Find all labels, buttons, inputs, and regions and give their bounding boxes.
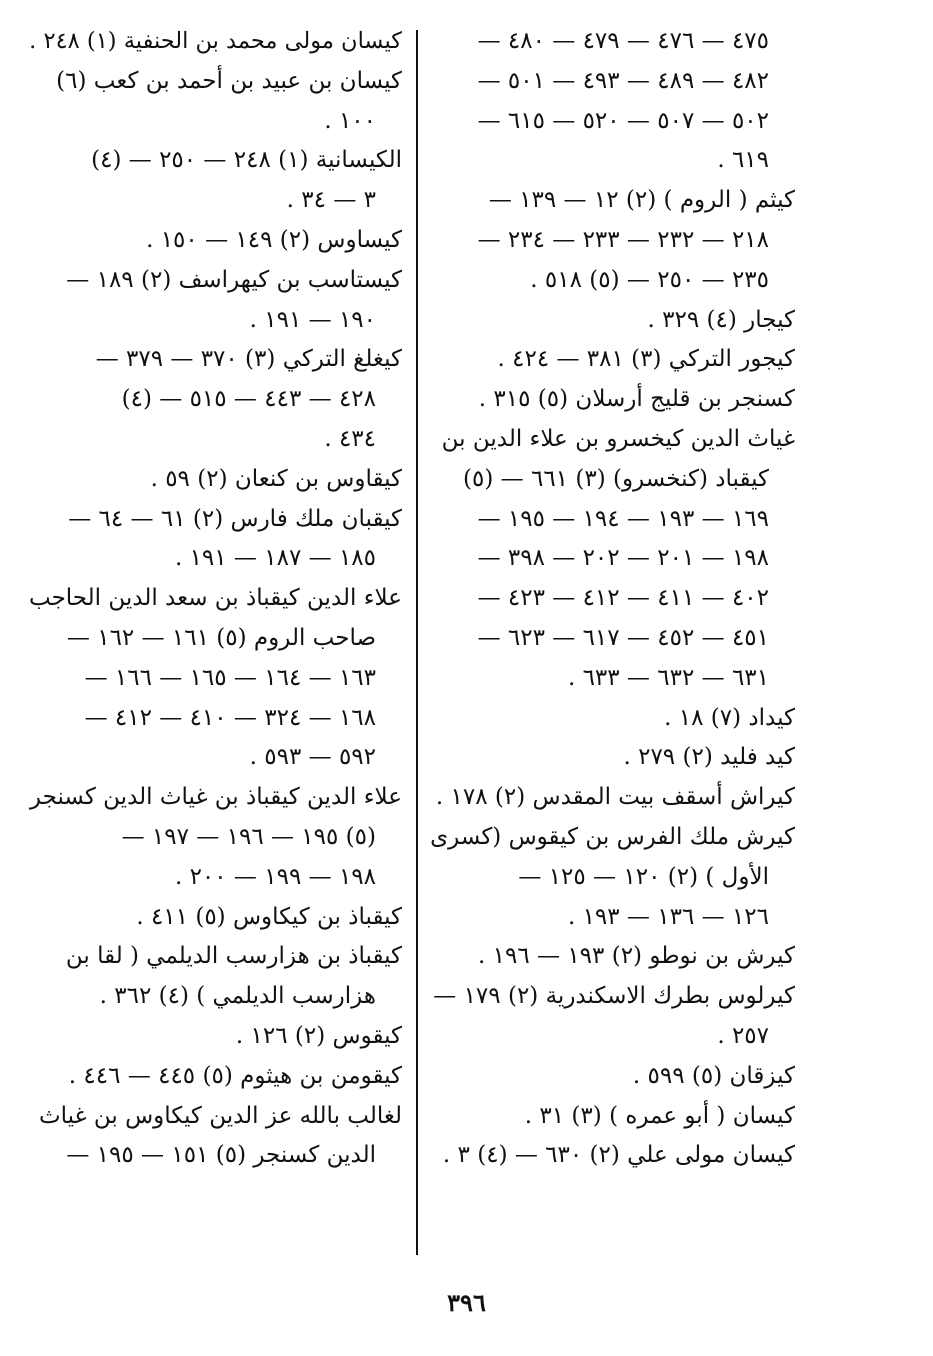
index-line: ٤٨٢ — ٤٨٩ — ٤٩٣ — ٥٠١ — xyxy=(477,67,769,94)
index-line: ٤٥١ — ٤٥٢ — ٦١٧ — ٦٢٣ — xyxy=(477,624,769,651)
page-number: ٣٩٦ xyxy=(447,1288,486,1317)
index-line: ١٦٣ — ١٦٤ — ١٦٥ — ١٦٦ — xyxy=(84,664,376,691)
index-line: كيراش أسقف بيت المقدس (٢) ١٧٨ . xyxy=(435,784,795,811)
index-line: ٣ — ٣٤ . xyxy=(286,187,376,214)
index-line: كيستاسب بن كيهراسف (٢) ١٨٩ — xyxy=(66,266,402,293)
index-line: (٥) ١٩٥ — ١٩٦ — ١٩٧ — xyxy=(121,823,376,850)
index-line: الدين كسنجر (٥) ١٥١ — ١٩٥ — xyxy=(66,1142,376,1169)
index-line: ١٩٠ — ١٩١ . xyxy=(249,306,376,333)
index-line: ١٨٥ — ١٨٧ — ١٩١ . xyxy=(174,545,376,572)
index-line: ٦١٩ . xyxy=(717,147,769,174)
index-line: كيرلوس بطرك الاسكندرية (٢) ١٧٩ — xyxy=(433,983,795,1010)
index-line: ١٠٠ . xyxy=(324,107,376,134)
index-line: كيقباذ بن هزارسب الديلمي ( لقا بن xyxy=(65,943,402,970)
index-line: كيد فليد (٢) ٢٧٩ . xyxy=(623,744,795,771)
index-line: ٥٠٢ — ٥٠٧ — ٥٢٠ — ٦١٥ — xyxy=(477,107,769,134)
column-divider xyxy=(416,30,418,1255)
left-column xyxy=(28,22,402,1176)
index-line: كيقوس (٢) ١٢٦ . xyxy=(235,1022,402,1049)
index-line: ٦٣١ — ٦٣٢ — ٦٣٣ . xyxy=(567,664,769,691)
index-line: كيجور التركي (٣) ٣٨١ — ٤٢٤ . xyxy=(497,346,795,373)
index-line: كيزقان (٥) ٥٩٩ . xyxy=(632,1062,795,1089)
index-line: كيقومن بن هيثوم (٥) ٤٤٥ — ٤٤٦ . xyxy=(68,1062,402,1089)
index-line: كيسان مولى علي (٢) ٦٣٠ — (٤) ٣ . xyxy=(442,1142,795,1169)
index-line: كيغلغ التركي (٣) ٣٧٠ — ٣٧٩ — xyxy=(95,346,402,373)
index-line: كيرش بن نوطو (٢) ١٩٣ — ١٩٦ . xyxy=(478,943,795,970)
index-line: غياث الدين كيخسرو بن علاء الدين بن xyxy=(441,425,795,452)
index-line: الأول ) (٢) ١٢٠ — ١٢٥ — xyxy=(518,863,769,890)
index-line: ١٩٨ — ١٩٩ — ٢٠٠ . xyxy=(174,863,376,890)
index-line: هزارسب الديلمي ) (٤) ٣٦٢ . xyxy=(99,983,376,1010)
index-line: ١٦٩ — ١٩٣ — ١٩٤ — ١٩٥ — xyxy=(477,505,769,532)
index-line: ٤٠٢ — ٤١١ — ٤١٢ — ٤٢٣ — xyxy=(477,585,769,612)
index-line: ١٩٨ — ٢٠١ — ٢٠٢ — ٣٩٨ — xyxy=(477,545,769,572)
index-line: كيسان مولى محمد بن الحنفية (١) ٢٤٨ . xyxy=(29,28,402,54)
index-line: كيداد (٧) ١٨ . xyxy=(664,704,795,731)
index-line: كيسان ( أبو عمره ) (٣) ٣١ . xyxy=(524,1102,795,1129)
right-column xyxy=(430,22,795,1176)
index-line: ١٦٨ — ٣٢٤ — ٤١٠ — ٤١٢ — xyxy=(84,704,376,731)
index-line: كيقباد (كنخسرو) (٣) ٦٦١ — (٥) xyxy=(463,465,769,492)
index-line: كيسان بن عبيد بن أحمد بن كعب (٦) xyxy=(56,67,402,94)
index-line: ٢٥٧ . xyxy=(717,1022,769,1049)
index-line: كيقبان ملك فارس (٢) ٦١ — ٦٤ — xyxy=(68,505,402,532)
index-line: صاحب الروم (٥) ١٦١ — ١٦٢ — xyxy=(66,624,376,651)
index-line: كيثم ( الروم ) (٢) ١٢ — ١٣٩ — xyxy=(488,187,795,214)
index-line: ٢٣٥ — ٢٥٠ — (٥) ٥١٨ . xyxy=(530,266,769,293)
index-line: ٢١٨ — ٢٣٢ — ٢٣٣ — ٢٣٤ — xyxy=(477,226,769,253)
index-line: لغالب بالله عز الدين كيكاوس بن غياث xyxy=(38,1102,402,1129)
index-line: كيساوس (٢) ١٤٩ — ١٥٠ . xyxy=(146,226,402,253)
index-line: ٥٩٢ — ٥٩٣ . xyxy=(249,744,376,771)
index-line: ٤٣٤ . xyxy=(324,425,376,452)
index-line: كيرش ملك الفرس بن كيقوس (كسرى xyxy=(430,823,795,850)
index-line: ٤٢٨ — ٤٤٣ — ٥١٥ — (٤) xyxy=(121,386,376,413)
index-line: كيجار (٤) ٣٢٩ . xyxy=(647,306,795,333)
index-line: كيقاوس بن كنعان (٢) ٥٩ . xyxy=(150,465,402,492)
index-line: ١٢٦ — ١٣٦ — ١٩٣ . xyxy=(567,903,769,930)
index-line: علاء الدين كيقباذ بن سعد الدين الحاجب xyxy=(28,585,402,612)
index-line: كسنجر بن قليج أرسلان (٥) ٣١٥ . xyxy=(478,386,795,413)
index-line: الكيسانية (١) ٢٤٨ — ٢٥٠ — (٤) xyxy=(91,147,402,174)
index-line: كيقباذ بن كيكاوس (٥) ٤١١ . xyxy=(136,903,402,930)
index-line: علاء الدين كيقباذ بن غياث الدين كسنجر xyxy=(29,784,402,811)
index-line: ٤٧٥ — ٤٧٦ — ٤٧٩ — ٤٨٠ — xyxy=(477,28,769,54)
